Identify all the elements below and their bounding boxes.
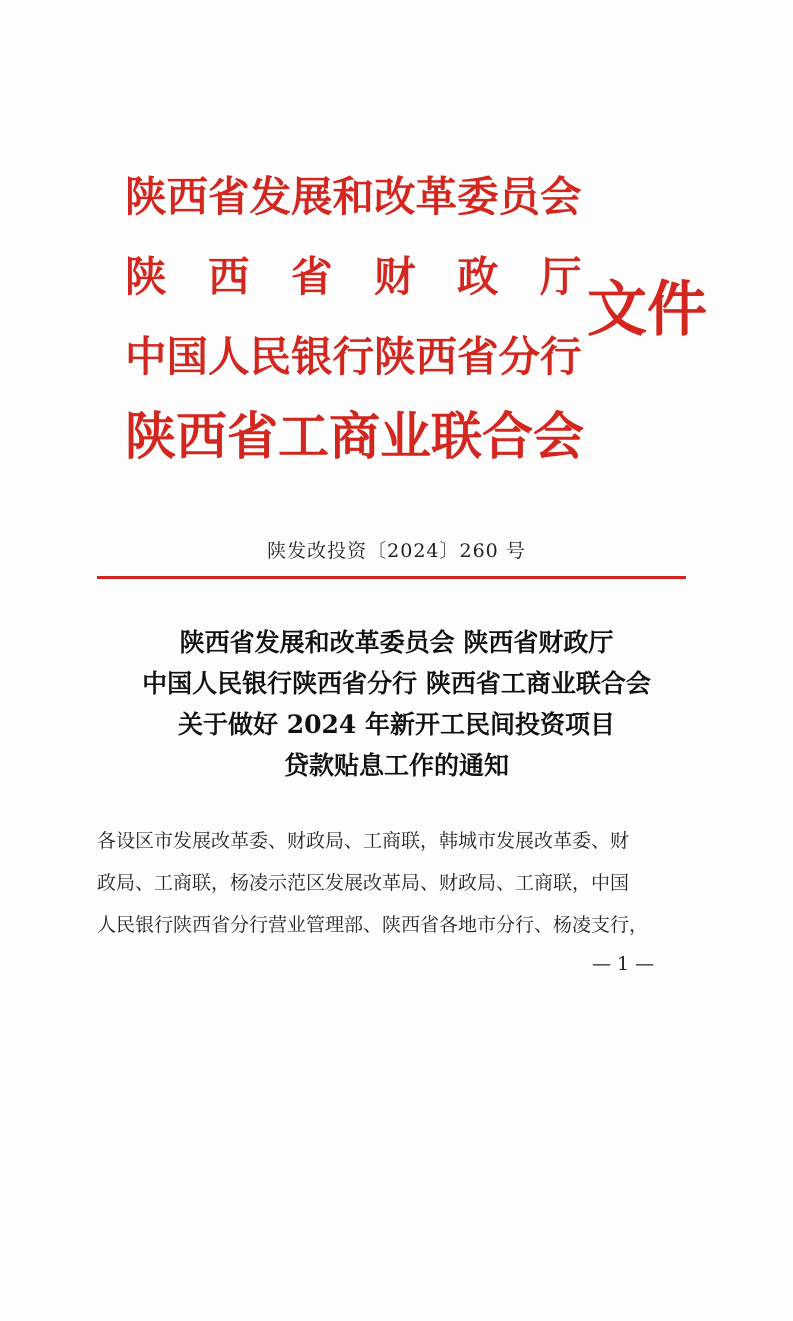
recipients-paragraph [97, 820, 697, 946]
page-number: — 1 — [592, 953, 655, 975]
agency-line-finance-department: 陕 西 省 财 政 厅 [125, 252, 582, 301]
title-line: 贷款贴息工作的通知 [283, 751, 509, 780]
issuing-agencies-header [125, 160, 707, 470]
title-line: 中国人民银行陕西省分行 陕西省工商业联合会 [142, 669, 651, 698]
body-line: 人民银行陕西省分行营业管理部、陕西省各地市分行、杨凌支行， [97, 914, 649, 936]
red-divider-line [97, 576, 686, 579]
agency-line-federation-industry-commerce: 陕西省工商业联合会 [125, 407, 585, 467]
title-line: 关于做好 2024 年新开工民间投资项目 [178, 710, 615, 739]
document-title [60, 622, 733, 786]
body-line: 政局、工商联，杨凌示范区发展改革局、财政局、工商联，中国 [97, 872, 630, 894]
document-number: 陕发改投资〔2024〕260 号 [267, 540, 526, 562]
agency-line-peoples-bank: 中国人民银行陕西省分行 [125, 332, 582, 381]
agency-line-development-reform: 陕西省发展和改革委员会 [125, 172, 582, 221]
document-label: 文件 [587, 275, 707, 345]
title-line: 陕西省发展和改革委员会 陕西省财政厅 [179, 628, 614, 657]
body-line: 各设区市发展改革委、财政局、工商联，韩城市发展改革委、财 [97, 830, 630, 852]
